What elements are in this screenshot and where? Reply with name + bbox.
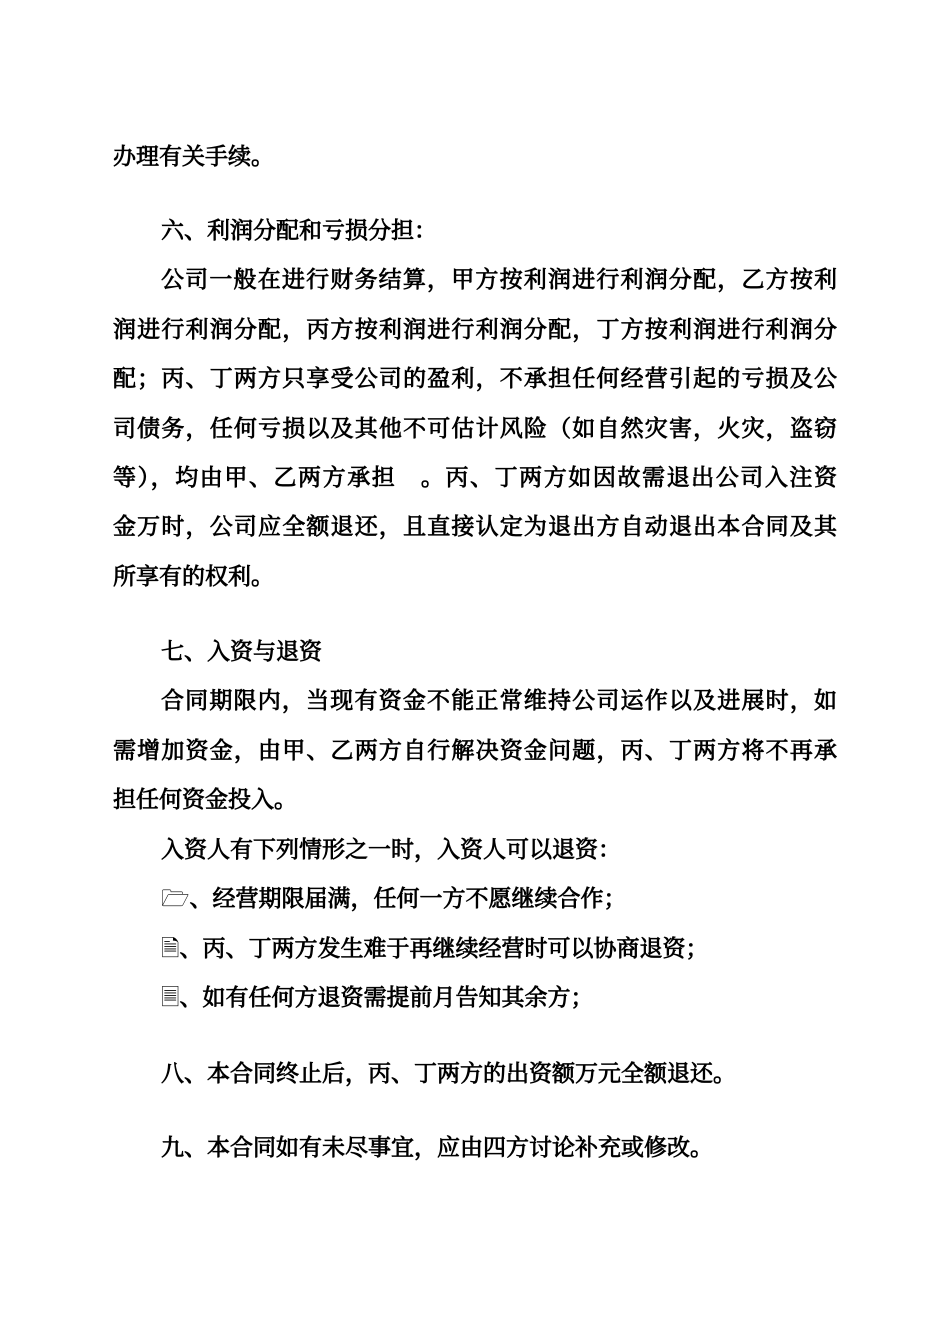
paragraph-line-6: 金万时，公司应全额退还，且直接认定为退出方自动退出本合同及其: [113, 514, 837, 540]
section-heading-7: 七、入资与退资: [161, 639, 322, 665]
paragraph-line-10: 担任何资金投入。: [113, 787, 297, 813]
section-heading-9: 九、本合同如有未尽事宜，应由四方讨论补充或修改。: [161, 1135, 713, 1161]
paragraph-line-5: 等），均由甲、乙两方承担 。丙、丁两方如因故需退出公司入注资: [113, 465, 837, 491]
paragraph-line-11: 入资人有下列情形之一时，入资人可以退资：: [161, 837, 621, 863]
list-item-1: [161, 884, 627, 914]
folder-icon: 🗁: [161, 886, 190, 912]
paragraph-line-1: 公司一般在进行财务结算，甲方按利润进行利润分配，乙方按利: [161, 267, 837, 293]
paragraph-line-9: 需增加资金，由甲、乙两方自行解决资金问题，丙、丁两方将不再承: [113, 738, 837, 764]
paragraph-line-4: 司债务，任何亏损以及其他不可估计风险（如自然灾害，火灾，盗窃: [113, 416, 837, 442]
list-item-text: 、丙、丁两方发生难于再继续经营时可以协商退资；: [179, 936, 709, 962]
list-item-2: [161, 934, 709, 964]
text-line-1: 办理有关手续。: [113, 144, 274, 170]
list-item-text: 、经营期限届满，任何一方不愿继续合作；: [189, 886, 627, 912]
paragraph-line-8: 合同期限内，当现有资金不能正常维持公司运作以及进展时，如: [161, 688, 837, 714]
paragraph-line-7: 所享有的权利。: [113, 564, 274, 590]
paragraph-line-3: 配；丙、丁两方只享受公司的盈利，不承担任何经营引起的亏损及公: [113, 366, 837, 392]
section-heading-6: 六、利润分配和亏损分担：: [161, 218, 437, 244]
list-item-text: 、如有任何方退资需提前月告知其余方；: [179, 985, 594, 1011]
document-icon: 🗎: [161, 936, 180, 962]
page-icon: 🗏: [161, 985, 180, 1011]
list-item-3: [161, 983, 594, 1013]
paragraph-line-2: 润进行利润分配，丙方按利润进行利润分配，丁方按利润进行利润分: [113, 317, 837, 343]
section-heading-8: 八、本合同终止后，丙、丁两方的出资额万元全额退还。: [161, 1061, 736, 1087]
